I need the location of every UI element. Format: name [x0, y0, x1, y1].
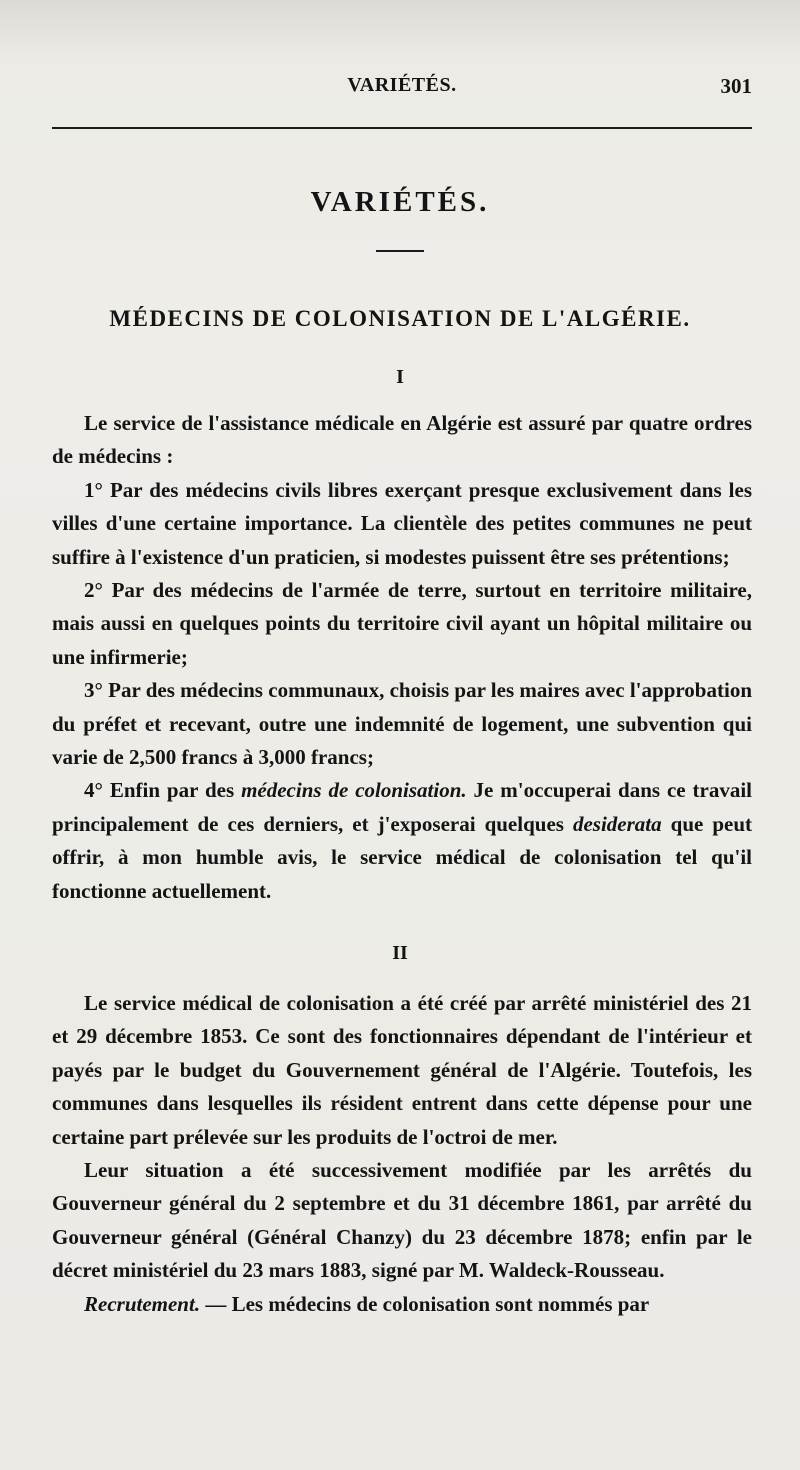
paragraph-intro: Le service de l'assistance médicale en Algérie est assuré par quatre ordres de médecins : — [52, 411, 752, 469]
item4-emphasis-2: desiderata — [572, 811, 662, 836]
running-title: VARIÉTÉS. — [347, 74, 457, 96]
paragraph-item-1: 1° Par des médecins civils libres exerçant presque exclusivement dans les villes d'une certaine importance. La clientèle des petites communes ne peut suffire à l'existence d'un praticien, si modestes puissent être ses prétentions; — [52, 477, 752, 569]
item4-text-b: Je m'occuperai dans ce travail principalement de ces derniers, et j'exposerai quelques — [52, 778, 753, 836]
part-number-2: II — [392, 942, 408, 964]
item4-text-a: 4° Enfin par des — [84, 778, 242, 803]
header-rule — [52, 127, 752, 129]
part2-text — [52, 987, 752, 1321]
running-head — [52, 74, 752, 104]
paragraph-service: Le service médical de colonisation a été créé par arrêté ministériel des 21 et 29 décembre 1853. Ce sont des fonctionnaires dépendant de l'intérieur et payés par le budget du Gouvernement général de l'Algérie. Toutefois, les communes dans lesquelles ils résident entrent dans cette dépense pour une certaine part prélevée sur les produits de l'octroi de mer. — [52, 991, 752, 1149]
paragraph-item-2: 2° Par des médecins de l'armée de terre, surtout en territoire militaire, mais aussi en quelques points du territoire civil ayant un hôpital militaire ou une infirmerie; — [52, 578, 752, 669]
paragraph-recrutement — [52, 1288, 752, 1321]
paragraph-item-4 — [52, 774, 752, 908]
section-title: VARIÉTÉS. — [310, 186, 490, 218]
paragraph-item-3: 3° Par des médecins communaux, choisis par les maires avec l'approbation du préfet et recevant, outre une indemnité de logement, une subvention qui varie de 2,500 francs à 3,000 francs; — [52, 678, 752, 770]
recrutement-heading: Recrutement. — [84, 1291, 201, 1316]
page-number: 301 — [720, 74, 752, 98]
section-divider — [376, 250, 424, 252]
part1-text — [52, 407, 752, 908]
paragraph-situation: Leur situation a été successivement modifiée par les arrêtés du Gouverneur général du 2 septembre et du 31 décembre 1861, par arrêté du Gouverneur général (Général Chanzy) du 23 décembre 1878; enfin par le décret ministériel du 23 mars 1883, signé par M. Waldeck-Rousseau. — [52, 1158, 752, 1283]
item4-text-c: que peut offrir, à mon humble avis, le service médical de colonisation tel qu'il fonctionne actuellement. — [52, 811, 753, 903]
item4-emphasis-1: médecins de colonisation. — [241, 778, 467, 803]
part-number-1: I — [396, 366, 404, 388]
recrutement-text: — Les médecins de colonisation sont nommés par — [200, 1291, 650, 1316]
article-title: MÉDECINS DE COLONISATION DE L'ALGÉRIE. — [109, 306, 691, 331]
